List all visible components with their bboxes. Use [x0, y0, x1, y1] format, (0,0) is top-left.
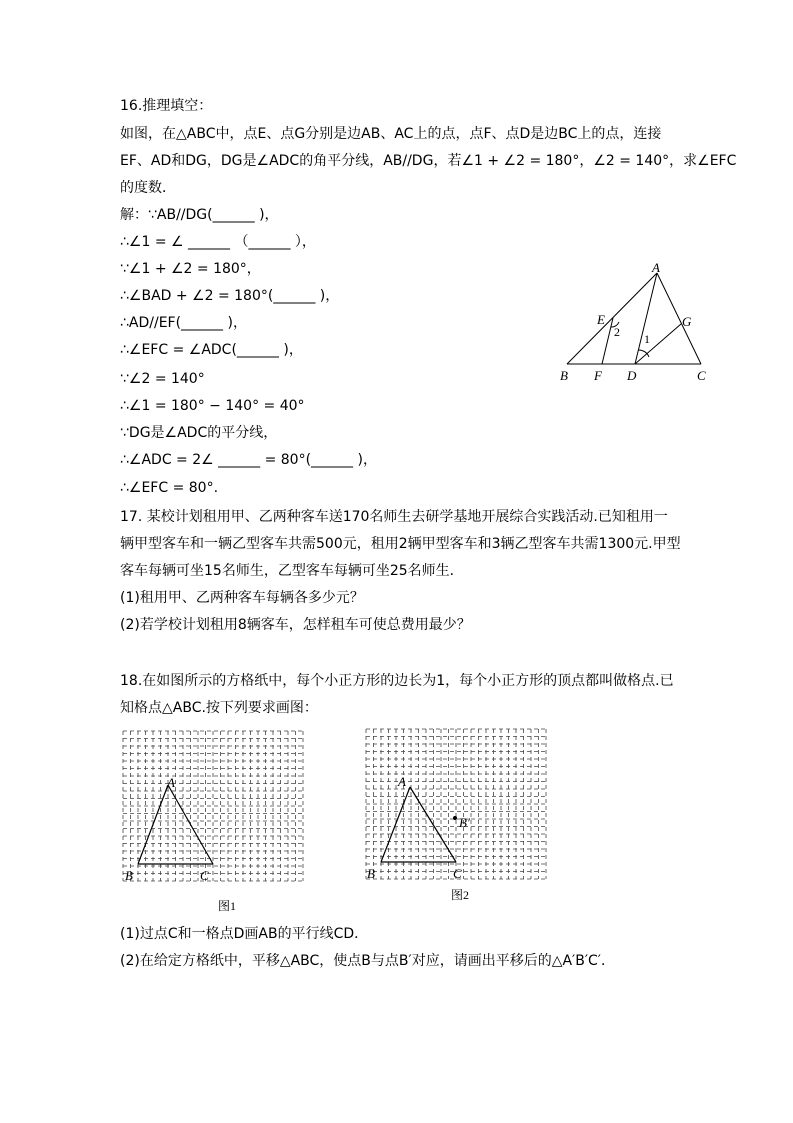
fig1-label-a: A [167, 775, 175, 790]
label-f: F [594, 368, 602, 383]
q16-stem-line-3: 的度数． [120, 180, 176, 196]
fig2-label-b-prime: B′ [459, 815, 470, 830]
q16-proof-line-9: ∵DG是∠ADC的平分线， [120, 425, 278, 441]
fig2-label-b: B [367, 866, 375, 881]
grid-lines [123, 731, 303, 881]
label-g: G [682, 314, 692, 329]
fig1-caption: 图1 [218, 899, 237, 913]
label-angle-2: 2 [614, 325, 620, 339]
q18-part-2: (2)在给定方格纸中，平移△ABC，使点B与点B′对应，请画出平移后的△A′B′C′． [120, 953, 615, 969]
q16-stem-line-1: 如图，在△ABC中，点E、点G分别是边AB、AC上的点，点F、点D是边BC上的点，连接 [120, 126, 662, 142]
q16-proof-line-10: ∴∠ADC = 2∠ ______ = 80°(______ )， [120, 452, 377, 468]
label-c: C [697, 368, 706, 383]
q17-stem-line-1: 17. 某校计划租用甲、乙两种客车送170名师生去研学基地开展综合实践活动.已知租用一 [120, 509, 668, 525]
q16-stem-line-2: EF、AD和DG，DG是∠ADC的角平分线，AB//DG，若∠1 + ∠2 = 180°，∠2 = 140°，求∠EFC [120, 153, 737, 169]
q16-proof-line-6: ∴∠EFC = ∠ADC(______ )， [120, 342, 303, 358]
q16-proof-line-2: ∴∠1 = ∠ ______ （______ ）， [120, 234, 316, 250]
q16-proof-line-3: ∵∠1 + ∠2 = 180°， [120, 261, 261, 277]
q18-figure-2 [360, 723, 550, 883]
q16-proof-line-1: 解：∵AB//DG(______ )， [120, 207, 279, 223]
q16-proof-line-11: ∴∠EFC = 80°. [120, 480, 219, 496]
segment-dg [635, 324, 681, 364]
grid-lines [366, 729, 546, 879]
segment-ab [567, 273, 657, 364]
q17-stem-line-3: 客车每辆可坐15名师生，乙型客车每辆可坐25名师生． [120, 563, 464, 579]
q17-part-1: (1)租用甲、乙两种客车每辆各多少元？ [120, 590, 364, 606]
fig2-segment-ab [381, 787, 410, 862]
fig2-point-b-prime [453, 816, 457, 820]
q16-proof-line-5: ∴AD//EF(______ )， [120, 315, 247, 331]
q16-proof-line-4: ∴∠BAD + ∠2 = 180°(______ )， [120, 288, 340, 304]
q18-stem-line-2: 知格点△ABC.按下列要求画图： [120, 700, 318, 716]
label-angle-1: 1 [644, 332, 650, 346]
q16-triangle-figure [555, 255, 725, 390]
segment-ac [657, 273, 701, 364]
label-a: A [652, 260, 660, 275]
q16-proof-line-8: ∴∠1 = 180° − 140° = 40° [120, 398, 305, 414]
q18-stem-line-1: 18.在如图所示的方格纸中，每个小正方形的边长为1，每个小正方形的顶点都叫做格点.已 [120, 673, 674, 689]
q16-title: 16.推理填空： [120, 98, 213, 114]
fig2-label-c: C [453, 866, 462, 881]
q18-part-1: (1)过点C和一格点D画AB的平行线CD． [120, 926, 369, 942]
label-d: D [627, 368, 637, 383]
fig2-label-a: A [398, 774, 406, 789]
q17-stem-line-2: 辆甲型客车和一辆乙型客车共需500元，租用2辆甲型客车和3辆乙型客车共需1300元.甲型 [120, 536, 681, 552]
label-e: E [597, 312, 605, 327]
fig1-label-c: C [200, 868, 209, 883]
q17-part-2: (2)若学校计划租用8辆客车，怎样租车可使总费用最少？ [120, 617, 471, 633]
fig1-label-b: B [125, 868, 133, 883]
fig2-caption: 图2 [451, 888, 470, 902]
q16-proof-line-7: ∵∠2 = 140° [120, 371, 205, 387]
fig2-segment-ac [410, 787, 456, 862]
q18-figure-1 [115, 725, 315, 890]
label-b: B [560, 368, 568, 383]
